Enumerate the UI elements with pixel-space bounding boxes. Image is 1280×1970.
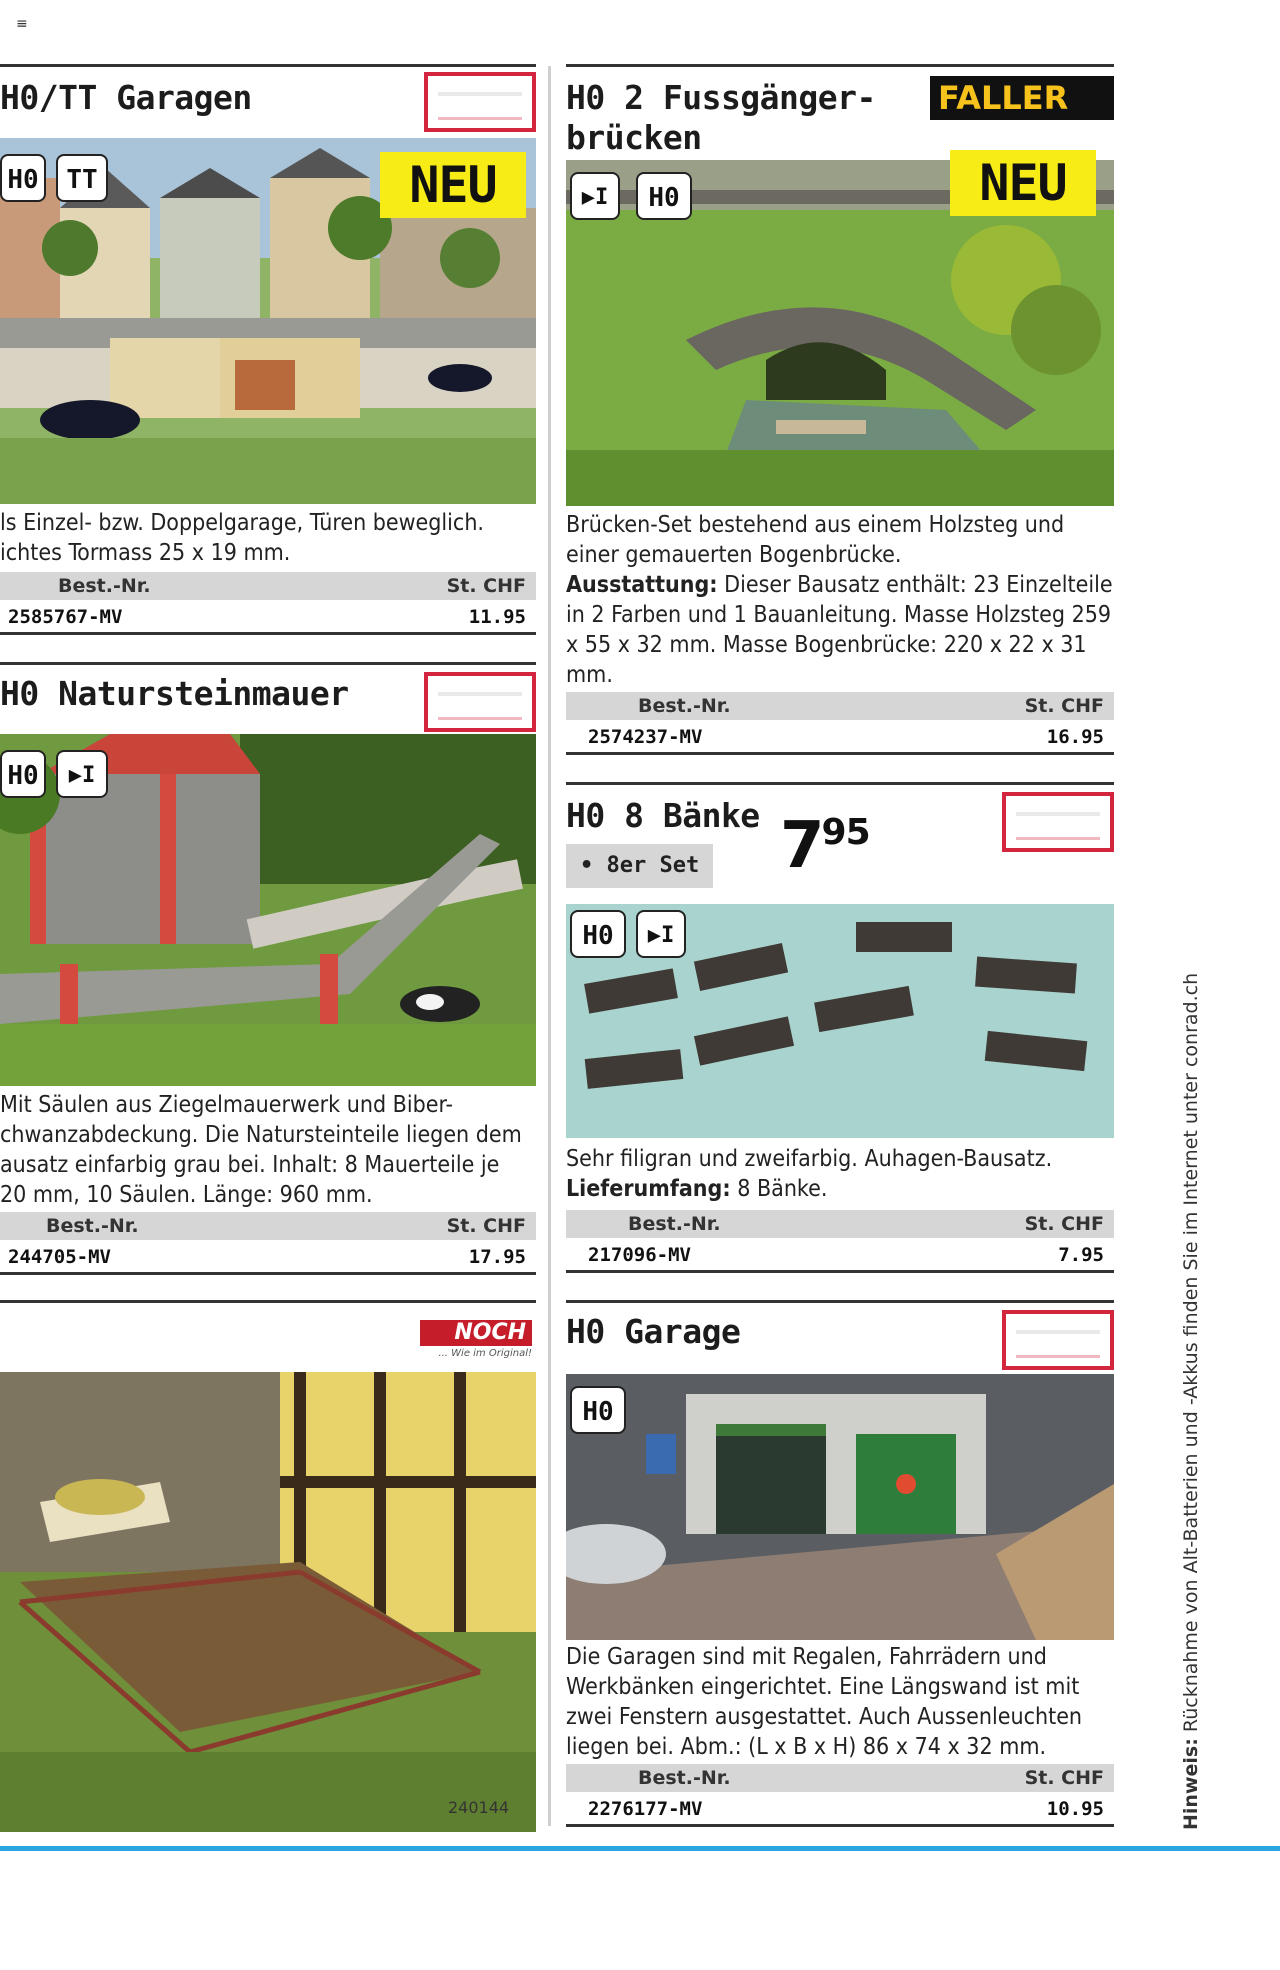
desc-line2: einer gemauerten Bogenbrücke.: [566, 542, 902, 568]
bottom-accent-bar: [0, 1846, 1280, 1851]
price-value: 17.95: [468, 1246, 526, 1268]
side-note-text: Rücknahme von Alt-Batterien und -Akkus finden Sie im Internet unter conrad.ch: [1180, 972, 1202, 1739]
scale-badge-h0: H0: [636, 172, 692, 220]
product-description: [566, 510, 1114, 690]
product-photo-garden: [0, 1372, 536, 1832]
new-badge: NEU: [950, 150, 1096, 216]
order-number: 217096-MV: [588, 1244, 691, 1266]
scale-badge-tt: TT: [56, 154, 108, 202]
table-header: [566, 692, 1114, 720]
card-top-rule: [566, 1300, 1114, 1303]
table-header: [0, 1212, 536, 1240]
price-value: 16.95: [1046, 726, 1104, 748]
col-price: St. CHF: [1024, 1767, 1104, 1789]
card-top-rule: [566, 782, 1114, 785]
col-order-number: Best.-Nr.: [638, 1767, 731, 1789]
direction-badge: ▶I: [636, 910, 686, 958]
desc-label: Ausstattung:: [566, 572, 718, 598]
product-card-noch-garden: [0, 1300, 536, 1832]
price-value: 10.95: [1046, 1798, 1104, 1820]
product-title: H0/TT Garagen: [0, 78, 252, 117]
side-note: [1180, 973, 1202, 1830]
order-number: 2276177-MV: [588, 1798, 703, 1820]
col-order-number: Best.-Nr.: [628, 1213, 721, 1235]
auhagen-logo: [424, 72, 536, 132]
product-description: Die Garagen sind mit Regalen, Fahrrädern und Werkbänken eingerichtet. Eine Längswand ist mit zwei Fenstern ausgestattet. Auch Aussenleuchten liegen bei. Abm.: (L x B x H) 86 x 74 x 32 mm.: [566, 1644, 1083, 1760]
menu-icon[interactable]: ≡: [16, 16, 28, 32]
product-card-fussgaengerbruecken: [566, 64, 1114, 754]
table-row: [0, 1242, 536, 1275]
table-header: [566, 1210, 1114, 1238]
desc-rest: 8 Bänke.: [730, 1176, 828, 1202]
col-price: St. CHF: [446, 575, 526, 597]
direction-badge: ▶I: [570, 172, 620, 220]
card-top-rule: [0, 662, 536, 665]
product-card-garagen-tt: [0, 64, 536, 634]
desc-label: Lieferumfang:: [566, 1176, 731, 1202]
price-cents: 95: [821, 812, 870, 853]
noch-logo: [420, 1320, 532, 1362]
product-description: Mit Säulen aus Ziegelmauerwerk und Biber- chwanzabdeckung. Die Natursteinteile liegen dem ausatz einfarbig grau bei. Inhalt: 8 Mauerteile je 20 mm, 10 Säulen. Länge: 960 mm.: [0, 1092, 522, 1208]
col-price: St. CHF: [1024, 1213, 1104, 1235]
column-divider: [548, 66, 551, 1826]
product-title: H0 Natursteinmauer: [0, 674, 349, 713]
product-card-baenke: [566, 782, 1114, 1282]
table-row: [566, 722, 1114, 755]
product-photo-garage: [566, 1374, 1114, 1640]
auhagen-logo: [1002, 792, 1114, 852]
noch-logo-text: NOCH: [420, 1320, 532, 1346]
table-row: [566, 1794, 1114, 1827]
set-badge: • 8er Set: [566, 844, 713, 888]
faller-logo: FALLER: [930, 76, 1114, 120]
card-top-rule: [0, 64, 536, 67]
card-top-rule: [566, 64, 1114, 67]
auhagen-logo: [424, 672, 536, 732]
scale-badge-h0: H0: [0, 750, 46, 798]
product-title-line2: brücken: [566, 118, 702, 157]
order-number: 2585767-MV: [8, 606, 123, 628]
desc-line1: Brücken-Set bestehend aus einem Holzsteg und: [566, 512, 1065, 538]
table-header: [0, 572, 536, 600]
table-row: [566, 1240, 1114, 1273]
desc-line1: Sehr filigran und zweifarbig. Auhagen-Bausatz.: [566, 1146, 1053, 1172]
col-order-number: Best.-Nr.: [58, 575, 151, 597]
scale-badge-h0: H0: [570, 1386, 626, 1434]
product-card-natursteinmauer: [0, 662, 536, 1272]
col-price: St. CHF: [1024, 695, 1104, 717]
product-description: [566, 1144, 1114, 1204]
desc-rest: Dieser Bausatz enthält: 23 Einzelteile in 2 Farben und 1 Bauanleitung. Masse Holzsteg 259 x 55 x 32 mm. Masse Bogenbrücke: 220 x 22 x 31 mm.: [566, 572, 1113, 688]
order-number: 2574237-MV: [588, 726, 703, 748]
direction-badge: ▶I: [56, 750, 108, 798]
product-title-line1: H0 2 Fussgänger-: [566, 78, 876, 117]
col-order-number: Best.-Nr.: [46, 1215, 139, 1237]
auhagen-logo: [1002, 1310, 1114, 1370]
scale-badge-h0: H0: [570, 910, 626, 958]
side-note-label: Hinweis:: [1180, 1738, 1202, 1830]
product-card-garage: [566, 1300, 1114, 1832]
product-title: H0 8 Bänke: [566, 796, 760, 835]
col-price: St. CHF: [446, 1215, 526, 1237]
card-top-rule: [0, 1300, 536, 1303]
table-row: [0, 602, 536, 635]
order-number: 244705-MV: [8, 1246, 111, 1268]
price-main: 7: [780, 809, 822, 883]
price-value: 7.95: [1058, 1244, 1104, 1266]
photo-code: 240144: [448, 1798, 510, 1817]
highlight-price: [780, 809, 870, 883]
col-order-number: Best.-Nr.: [638, 695, 731, 717]
table-header: [566, 1764, 1114, 1792]
price-value: 11.95: [468, 606, 526, 628]
new-badge: NEU: [380, 152, 526, 218]
noch-logo-slogan: ... Wie im Original!: [438, 1348, 532, 1359]
scale-badge-h0: H0: [0, 154, 46, 202]
product-description: ls Einzel- bzw. Doppelgarage, Türen beweglich. ichtes Tormass 25 x 19 mm.: [0, 510, 484, 566]
product-title: H0 Garage: [566, 1312, 741, 1351]
